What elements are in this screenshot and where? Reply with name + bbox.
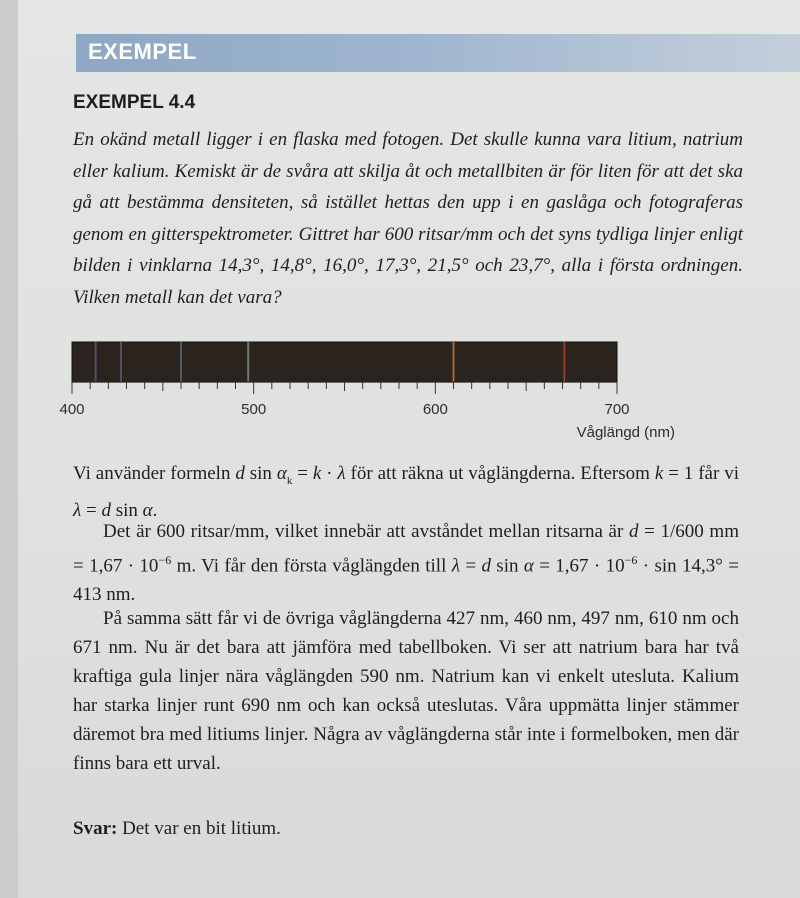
formula-d: d <box>628 521 639 542</box>
spectrum-band <box>72 342 617 382</box>
section-banner <box>76 34 800 72</box>
formula-lambda: λ <box>73 499 82 521</box>
p2-text-a: Det är 600 ritsar/mm, vilket innebär att avståndet mellan ritsarna är <box>103 521 629 542</box>
p2-text-b: . Vi får den första våglängden till <box>191 555 452 577</box>
textbook-page <box>18 0 800 898</box>
tick-label-500: 500 <box>241 401 267 418</box>
answer-label: Svar: <box>73 818 118 839</box>
spectrum-chart <box>18 330 800 450</box>
problem-text: En okänd metall ligger i en flaska med fotogen. Det skulle kunna vara litium, natrium eller kalium. Kemiskt är de svåra att skilja åt och metallbiten är för liten för att det ska gå att bestämma densiteten, så istället hettas den upp i en gaslåga och fotograferas genom en gitterspektrometer. Gittret har 600 ritsar/mm och det syns tydliga linjer enligt bilden i vinklarna 14,3°, 14,8°, 16,0°, 17,3°, 21,5° och 23,7°, alla i första ordningen. Vilken metall kan det vara? <box>73 129 743 308</box>
formula-k: k <box>654 463 664 484</box>
p1-text-a: Vi använder formeln <box>73 463 236 484</box>
answer <box>73 818 281 840</box>
p1-text-c: får vi <box>693 463 739 484</box>
formula-first-wavelength: λ <box>451 555 460 577</box>
banner-label: EXEMPEL <box>88 39 197 64</box>
example-title: EXEMPEL 4.4 <box>73 92 196 113</box>
spectrum-figure <box>18 330 800 450</box>
tick-label-700: 700 <box>604 401 630 418</box>
x-axis-label: Våglängd (nm) <box>576 424 675 441</box>
tick-label-600: 600 <box>422 401 448 418</box>
paragraph-formula: Vi använder formeln d $\sin \alpha_k = k \cdot \lambda$ för att räkna ut våglängderna. Eftersom k = 1 får vi λ = d sin α. <box>73 463 739 521</box>
formula-grating: d <box>235 463 245 484</box>
tick-label-400: 400 <box>59 401 85 418</box>
answer-text: Det var en bit litium. <box>117 818 281 839</box>
paragraph-comparison: På samma sätt får vi de övriga våglängderna 427 nm, 460 nm, 497 nm, 610 nm och 671 nm. Nu är det bara att jämföra med tabellboken. Vi ser att natrium bara har två kraftiga gula linjer nära våglängden 590 nm. Natrium kan vi enkelt utesluta. Kalium har starka linjer runt 690 nm och kan också uteslutas. Våra uppmätta linjer stämmer däremot bra med litiums linjer. Några av våglängderna står inte i formelboken, men där finns bara ett urval. <box>73 608 739 774</box>
paragraph-distance: Det är 600 ritsar/mm, vilket innebär att avståndet mellan ritsarna är d = 1/600 mm = $1,67 \cdot 10^{-6}$ m. Vi får den första våglängden till λ = d $\sin \alpha = 1,67 \cdot 10^{-6} \cdot \sin 14,3^\circ = 413$ nm. <box>73 521 739 606</box>
p1-text-b: för att räkna ut våglängderna. Eftersom <box>345 463 655 484</box>
